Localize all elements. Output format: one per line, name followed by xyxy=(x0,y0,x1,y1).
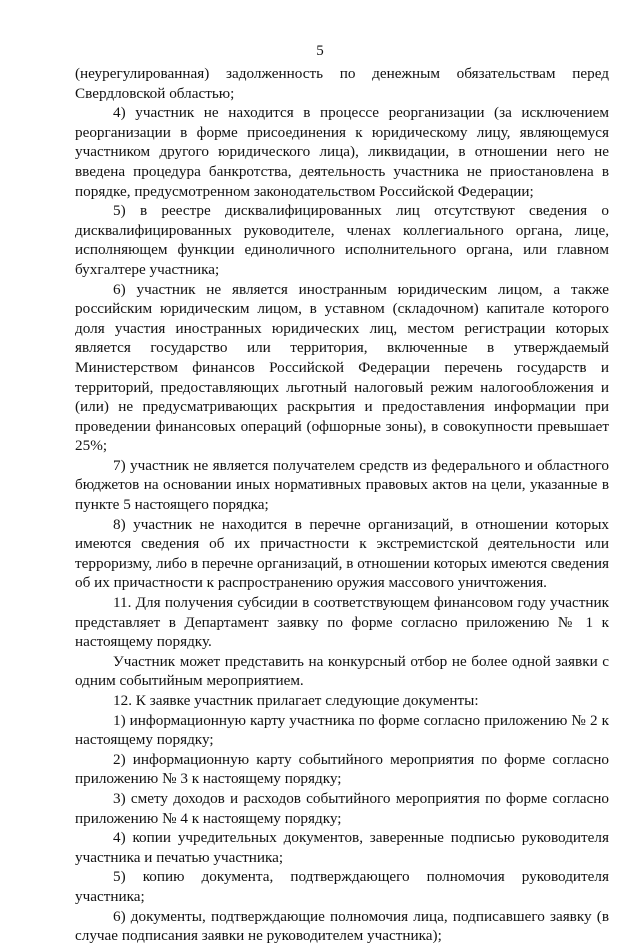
paragraph: 12. К заявке участник прилагает следующие документы: xyxy=(113,692,479,709)
paragraph: 2) информационную карту событийного мероприятия по форме согласно приложению № 3 к настоящему порядку; xyxy=(75,750,609,788)
document-body xyxy=(75,64,609,946)
paragraph: Участник может представить на конкурсный отбор не более одной заявки с одним событийным мероприятием. xyxy=(75,652,609,690)
paragraph: 7) участник не является получателем средств из федерального и областного бюджетов на основании иных нормативных правовых актов на цели, указанные в пункте 5 настоящего порядка; xyxy=(75,456,609,514)
paragraph: 6) документы, подтверждающие полномочия лица, подписавшего заявку (в случае подписания заявки не руководителем участника); xyxy=(75,907,609,945)
paragraph: 5) в реестре дисквалифицированных лиц отсутствуют сведения о дисквалифицированных руководителе, членах коллегиального органа, лице, исполняющем функции единоличного исполнительного органа, или главном бухгалтере участника; xyxy=(75,202,609,278)
paragraph: 8) участник не находится в перечне организаций, в отношении которых имеются сведения об их причастности к экстремистской деятельности или терроризму, либо в перечне организаций, в отношении которых имеются сведения об их причастности к распространению оружия массового уничтожения. xyxy=(75,515,609,592)
page-number: 5 xyxy=(316,43,324,59)
paragraph: 4) участник не находится в процессе реорганизации (за исключением реорганизации в форме присоединения к юридическому лицу, являющемуся участником другого юридического лица), ликвидации, в отношении него не введена процедура банкротства, деятельность участника не приостановлена в порядке, предусмотренном законодательством Российской Федерации; xyxy=(75,104,609,200)
paragraph: 1) информационную карту участника по форме согласно приложению № 2 к настоящему порядку; xyxy=(75,711,609,749)
paragraph: 3) смету доходов и расходов событийного мероприятия по форме согласно приложению № 4 к настоящему порядку; xyxy=(75,789,609,827)
paragraph: 11. Для получения субсидии в соответствующем финансовом году участник представляет в Департамент заявку по форме согласно приложению № 1 к настоящему порядку. xyxy=(75,594,609,651)
paragraph: (неурегулированная) задолженность по денежным обязательствам перед Свердловской областью; xyxy=(75,65,609,102)
paragraph: 5) копию документа, подтверждающего полномочия руководителя участника; xyxy=(75,868,609,905)
paragraph: 4) копии учредительных документов, заверенные подписью руководителя участника и печатью участника; xyxy=(75,829,609,866)
paragraph: 6) участник не является иностранным юридическим лицом, а также российским юридическим лицом, в уставном (складочном) капитале которого доля участия иностранных юридических лиц, местом регистрации которых является государство или территория, включенные в утверждаемый Министерством финансов Российской Федерации перечень государств и территорий, предоставляющих льготный налоговый режим налогообложения и (или) не предусматривающих раскрытия и предоставления информации при проведении финансовых операций (офшорные зоны), в совокупности превышает 25%; xyxy=(75,280,609,455)
